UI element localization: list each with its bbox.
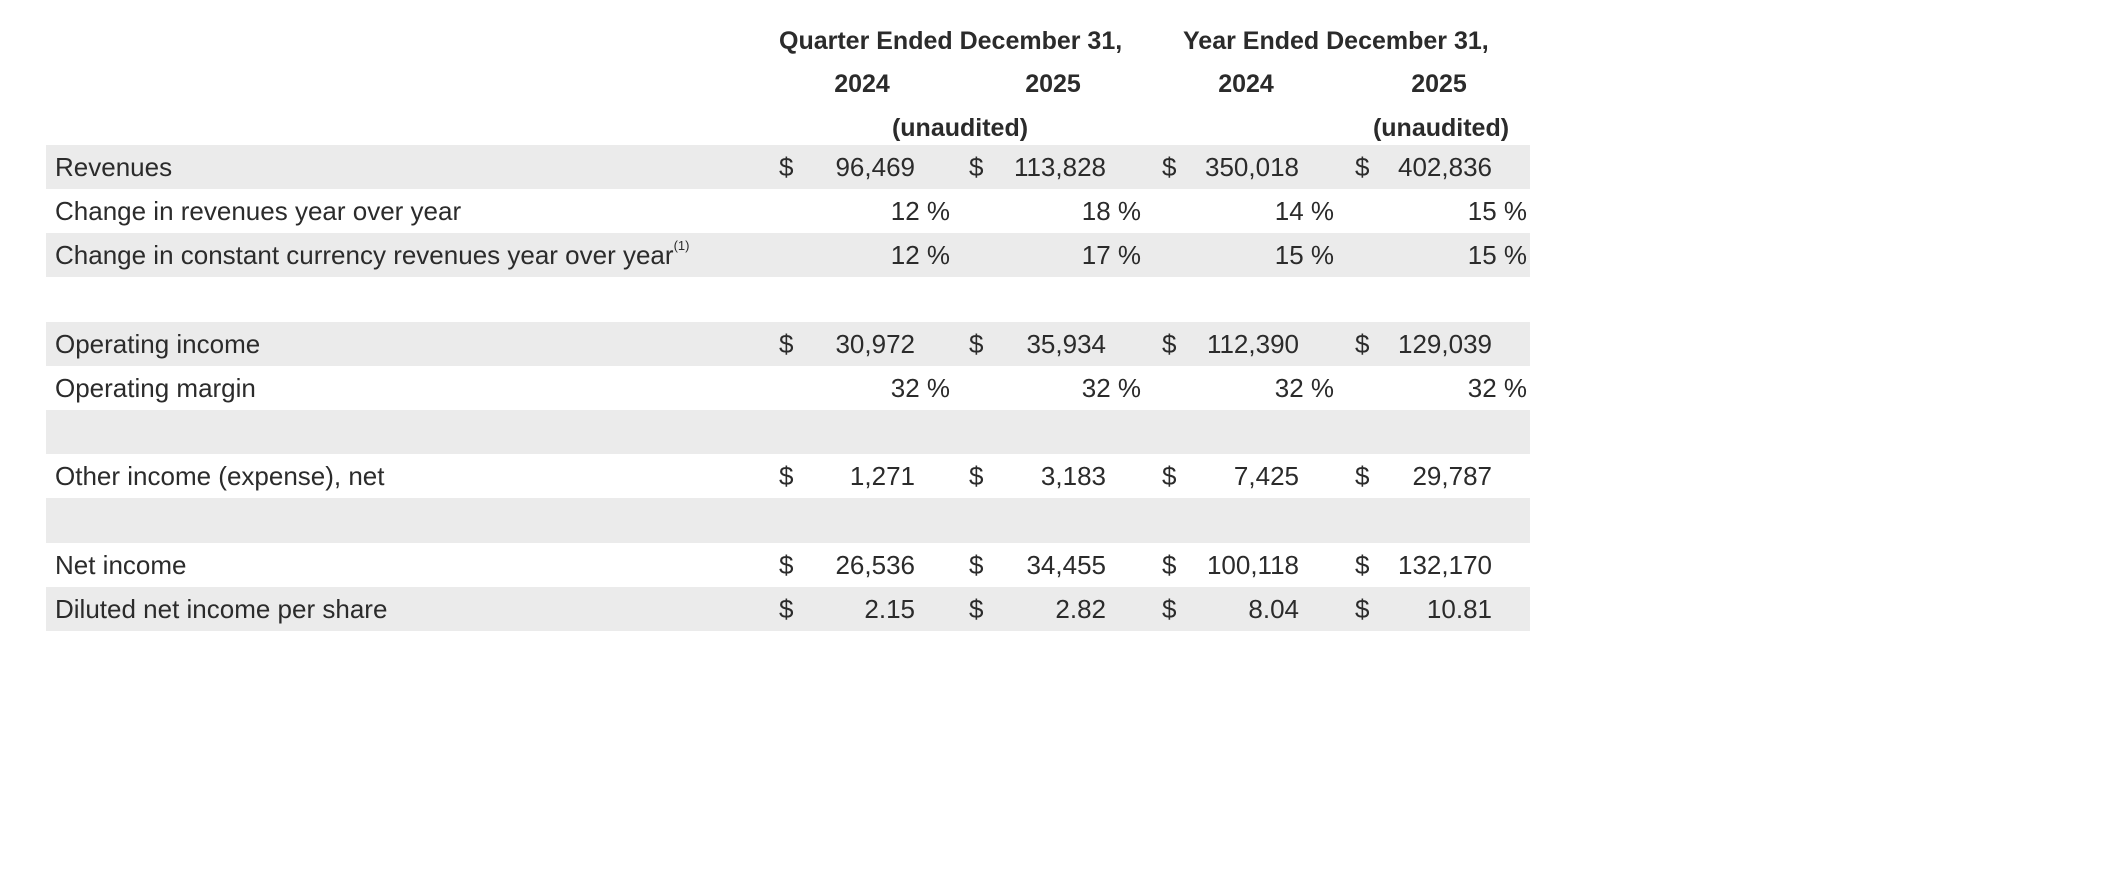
spacer-row bbox=[46, 498, 1530, 543]
footnote-marker: (1) bbox=[673, 238, 690, 254]
currency-symbol: $ bbox=[1355, 550, 1370, 580]
value-cell: 2.15 bbox=[864, 594, 915, 624]
value-cell: 29,787 bbox=[1412, 461, 1492, 491]
value-cell: 15 % bbox=[1274, 240, 1334, 270]
value-cell: 3,183 bbox=[1040, 461, 1106, 491]
value-cell: 30,972 bbox=[835, 329, 915, 359]
value-cell: 129,039 bbox=[1398, 329, 1492, 359]
currency-symbol: $ bbox=[1355, 329, 1370, 359]
value-cell: 14 % bbox=[1274, 196, 1334, 226]
row-label: Other income (expense), net bbox=[55, 461, 385, 491]
currency-symbol: $ bbox=[1162, 152, 1177, 182]
currency-symbol: $ bbox=[1355, 594, 1370, 624]
value-cell: 1,271 bbox=[849, 461, 915, 491]
value-cell: 32 % bbox=[890, 373, 950, 403]
value-cell: 402,836 bbox=[1398, 152, 1492, 182]
column-header-y-2024: 2024 bbox=[1218, 70, 1274, 98]
currency-symbol: $ bbox=[1162, 550, 1177, 580]
row-label: Revenues bbox=[55, 152, 173, 182]
value-cell: 2.82 bbox=[1055, 594, 1106, 624]
currency-symbol: $ bbox=[779, 329, 794, 359]
value-cell: 35,934 bbox=[1026, 329, 1106, 359]
table-row-other-income bbox=[46, 454, 1530, 498]
table-body bbox=[46, 145, 1530, 631]
row-label: Net income bbox=[55, 550, 187, 580]
value-cell: 12 % bbox=[890, 240, 950, 270]
year-ended-header: Year Ended December 31, bbox=[1183, 27, 1489, 55]
column-header-q-2024: 2024 bbox=[834, 70, 890, 98]
value-cell: 113,828 bbox=[1013, 152, 1106, 182]
currency-symbol: $ bbox=[969, 152, 984, 182]
value-cell: 100,118 bbox=[1206, 550, 1299, 580]
value-cell: 96,469 bbox=[835, 152, 915, 182]
value-cell: 8.04 bbox=[1248, 594, 1299, 624]
currency-symbol: $ bbox=[1162, 594, 1177, 624]
table-row-revenue-change bbox=[46, 189, 1530, 233]
value-cell: 17 % bbox=[1081, 240, 1141, 270]
row-label: Operating income bbox=[55, 329, 261, 359]
table-row-revenues bbox=[46, 145, 1530, 189]
value-cell: 32 % bbox=[1081, 373, 1141, 403]
value-cell: 32 % bbox=[1274, 373, 1334, 403]
currency-symbol: $ bbox=[969, 329, 984, 359]
unaudited-label-year: (unaudited) bbox=[1372, 114, 1510, 142]
table-row-net-income bbox=[46, 543, 1530, 587]
table-row-constant-currency-change bbox=[46, 233, 1530, 277]
unaudited-label-quarter: (unaudited) bbox=[891, 114, 1029, 142]
quarter-ended-header: Quarter Ended December 31, bbox=[779, 27, 1123, 55]
row-label: Change in revenues year over year bbox=[55, 196, 462, 226]
value-cell: 132,170 bbox=[1398, 550, 1492, 580]
currency-symbol: $ bbox=[779, 550, 794, 580]
row-label: Diluted net income per share bbox=[55, 594, 388, 624]
value-cell: 15 % bbox=[1467, 240, 1527, 270]
table-row-diluted-eps bbox=[46, 587, 1530, 631]
value-cell: 15 % bbox=[1467, 196, 1527, 226]
table-row-operating-margin bbox=[46, 366, 1530, 410]
spacer-row bbox=[46, 277, 1530, 322]
currency-symbol: $ bbox=[779, 594, 794, 624]
table-row-operating-income bbox=[46, 322, 1530, 366]
value-cell: 7,425 bbox=[1233, 461, 1299, 491]
column-header-y-2025: 2025 bbox=[1411, 70, 1467, 98]
currency-symbol: $ bbox=[969, 550, 984, 580]
currency-symbol: $ bbox=[1355, 152, 1370, 182]
currency-symbol: $ bbox=[1162, 461, 1177, 491]
value-cell: 34,455 bbox=[1026, 550, 1106, 580]
value-cell: 350,018 bbox=[1205, 152, 1299, 182]
row-label bbox=[55, 240, 689, 271]
currency-symbol: $ bbox=[779, 461, 794, 491]
currency-symbol: $ bbox=[969, 594, 984, 624]
spacer-row bbox=[46, 410, 1530, 454]
currency-symbol: $ bbox=[1355, 461, 1370, 491]
value-cell: 18 % bbox=[1081, 196, 1141, 226]
currency-symbol: $ bbox=[779, 152, 794, 182]
value-cell: 12 % bbox=[890, 196, 950, 226]
value-cell: 26,536 bbox=[835, 550, 915, 580]
row-label-text: Change in constant currency revenues year over year bbox=[55, 240, 674, 270]
currency-symbol: $ bbox=[1162, 329, 1177, 359]
currency-symbol: $ bbox=[969, 461, 984, 491]
row-label: Operating margin bbox=[55, 373, 256, 403]
value-cell: 10.81 bbox=[1426, 594, 1492, 624]
value-cell: 112,390 bbox=[1206, 329, 1299, 359]
value-cell: 32 % bbox=[1467, 373, 1527, 403]
column-header-q-2025: 2025 bbox=[1025, 70, 1081, 98]
